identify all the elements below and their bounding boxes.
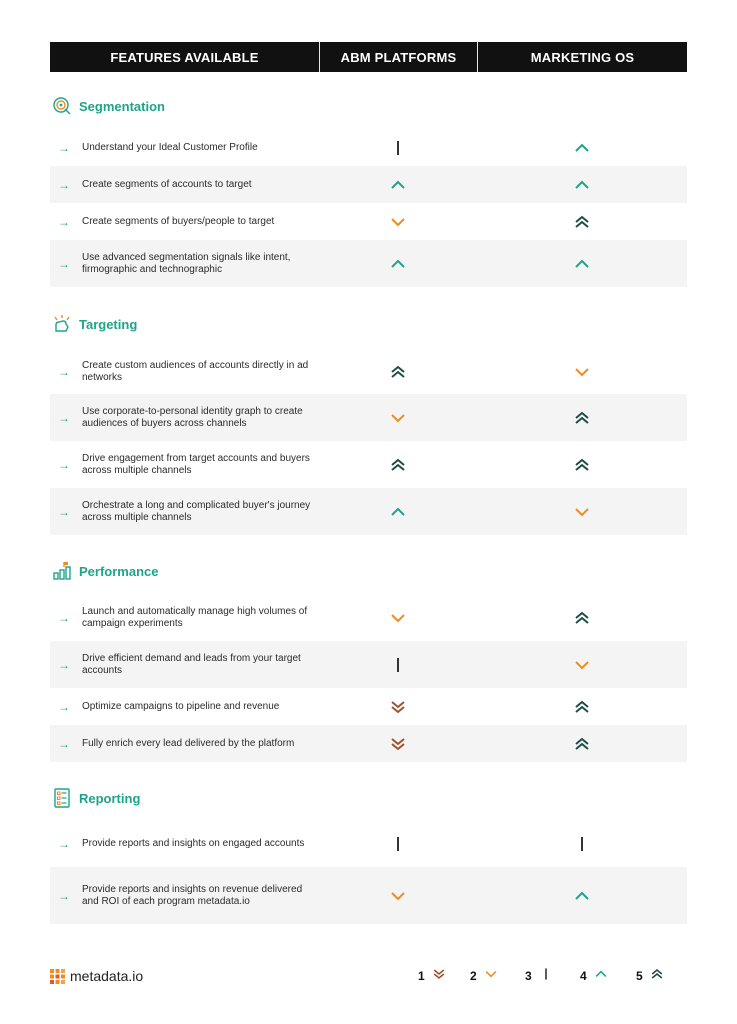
target-icon xyxy=(52,96,72,116)
header-features: FEATURES AVAILABLE xyxy=(50,42,320,72)
feature-label: Drive efficient demand and leads from your target accounts xyxy=(82,653,301,676)
section-title-text: Reporting xyxy=(79,790,141,806)
section-title-text: Performance xyxy=(79,563,159,579)
header-marketing-os: MARKETING OS xyxy=(530,49,635,65)
arrow-right-icon: → xyxy=(58,736,70,751)
mos-rating-chevron-up-icon xyxy=(572,175,592,195)
section-title-text: Targeting xyxy=(79,316,138,332)
feature-label: Provide reports and insights on revenue delivered and ROI of each program metadata.io xyxy=(82,884,303,907)
abm-rating-chevron-up-icon xyxy=(388,502,408,522)
legend-item-4 xyxy=(580,966,609,985)
mos-rating-double-chevron-up-icon xyxy=(572,408,592,428)
hand-icon xyxy=(52,314,72,334)
mos-rating-chevron-down-icon xyxy=(572,655,592,675)
table-header xyxy=(50,42,687,72)
feature-label: Fully enrich every lead delivered by the platform xyxy=(82,737,295,749)
mos-rating-double-chevron-up-icon xyxy=(572,455,592,475)
legend-number: 5 xyxy=(636,968,643,983)
legend-item-5 xyxy=(636,966,665,985)
legend-item-3 xyxy=(525,966,554,985)
legend-number: 3 xyxy=(525,968,532,983)
abm-rating-chevron-down-icon xyxy=(388,408,408,428)
legend-item-2 xyxy=(470,966,499,985)
bar-icon xyxy=(532,966,554,985)
feature-label: Create segments of buyers/people to target xyxy=(82,215,275,227)
chevron-up-icon xyxy=(587,966,609,985)
abm-rating-chevron-up-icon xyxy=(388,254,408,274)
section-title-text: Segmentation xyxy=(79,98,165,114)
feature-label: Use corporate-to-personal identity graph to create audiences of buyers across channels xyxy=(82,406,303,429)
legend-item-1 xyxy=(418,966,447,985)
abm-rating-chevron-down-icon xyxy=(388,608,408,628)
section-title-segmentation xyxy=(52,96,165,116)
feature-label: Create custom audiences of accounts directly in ad networks xyxy=(82,360,309,383)
feature-label: Optimize campaigns to pipeline and revenue xyxy=(82,700,280,712)
arrow-right-icon: → xyxy=(58,457,70,472)
abm-rating-chevron-down-icon xyxy=(388,212,408,232)
arrow-right-icon: → xyxy=(58,699,70,714)
abm-rating-bar-icon xyxy=(388,834,408,854)
bar-chart-icon xyxy=(52,561,72,581)
section-title-performance xyxy=(52,561,158,581)
arrow-right-icon: → xyxy=(58,610,70,625)
mos-rating-chevron-up-icon xyxy=(572,886,592,906)
chevron-down-icon xyxy=(477,966,499,985)
arrow-right-icon: → xyxy=(58,657,70,672)
rating-legend xyxy=(410,966,690,986)
arrow-right-icon: → xyxy=(58,256,70,271)
arrow-right-icon: → xyxy=(58,410,70,425)
feature-label: Understand your Ideal Customer Profile xyxy=(82,141,258,153)
arrow-right-icon: → xyxy=(58,888,70,903)
double-chevron-up-icon xyxy=(643,966,665,985)
feature-label: Create segments of accounts to target xyxy=(82,178,252,190)
mos-rating-double-chevron-up-icon xyxy=(572,608,592,628)
mos-rating-chevron-up-icon xyxy=(572,138,592,158)
mos-rating-chevron-down-icon xyxy=(572,502,592,522)
feature-label: Provide reports and insights on engaged accounts xyxy=(82,837,305,849)
arrow-right-icon: → xyxy=(58,364,70,379)
feature-label: Drive engagement from target accounts and buyers across multiple channels xyxy=(82,453,310,476)
mos-rating-double-chevron-up-icon xyxy=(572,734,592,754)
mos-rating-double-chevron-up-icon xyxy=(572,212,592,232)
checklist-icon xyxy=(52,788,72,808)
abm-rating-chevron-down-icon xyxy=(388,886,408,906)
legend-number: 2 xyxy=(470,968,477,983)
feature-label: Launch and automatically manage high volumes of campaign experiments xyxy=(82,606,308,629)
abm-rating-double-chevron-up-icon xyxy=(388,362,408,382)
arrow-right-icon: → xyxy=(58,504,70,519)
header-abm: ABM PLATFORMS xyxy=(320,42,478,72)
mos-rating-chevron-up-icon xyxy=(572,254,592,274)
mos-rating-bar-icon xyxy=(572,834,592,854)
metadata-logo-icon xyxy=(50,969,65,984)
abm-rating-double-chevron-down-icon xyxy=(388,734,408,754)
footer-logo xyxy=(50,968,143,984)
feature-label: Use advanced segmentation signals like intent, firmographic and technographic xyxy=(82,252,291,275)
arrow-right-icon: → xyxy=(58,177,70,192)
abm-rating-double-chevron-up-icon xyxy=(388,455,408,475)
abm-rating-bar-icon xyxy=(388,655,408,675)
arrow-right-icon: → xyxy=(58,214,70,229)
abm-rating-chevron-up-icon xyxy=(388,175,408,195)
legend-number: 1 xyxy=(418,968,425,983)
mos-rating-double-chevron-up-icon xyxy=(572,697,592,717)
logo-text: metadata.io xyxy=(70,968,144,984)
abm-rating-double-chevron-down-icon xyxy=(388,697,408,717)
abm-rating-bar-icon xyxy=(388,138,408,158)
feature-label: Orchestrate a long and complicated buyer's journey across multiple channels xyxy=(82,500,311,523)
legend-number: 4 xyxy=(580,968,587,983)
section-title-targeting xyxy=(52,314,137,334)
arrow-right-icon: → xyxy=(58,836,70,851)
mos-rating-chevron-down-icon xyxy=(572,362,592,382)
arrow-right-icon: → xyxy=(58,140,70,155)
section-title-reporting xyxy=(52,788,140,808)
double-chevron-down-icon xyxy=(425,966,447,985)
